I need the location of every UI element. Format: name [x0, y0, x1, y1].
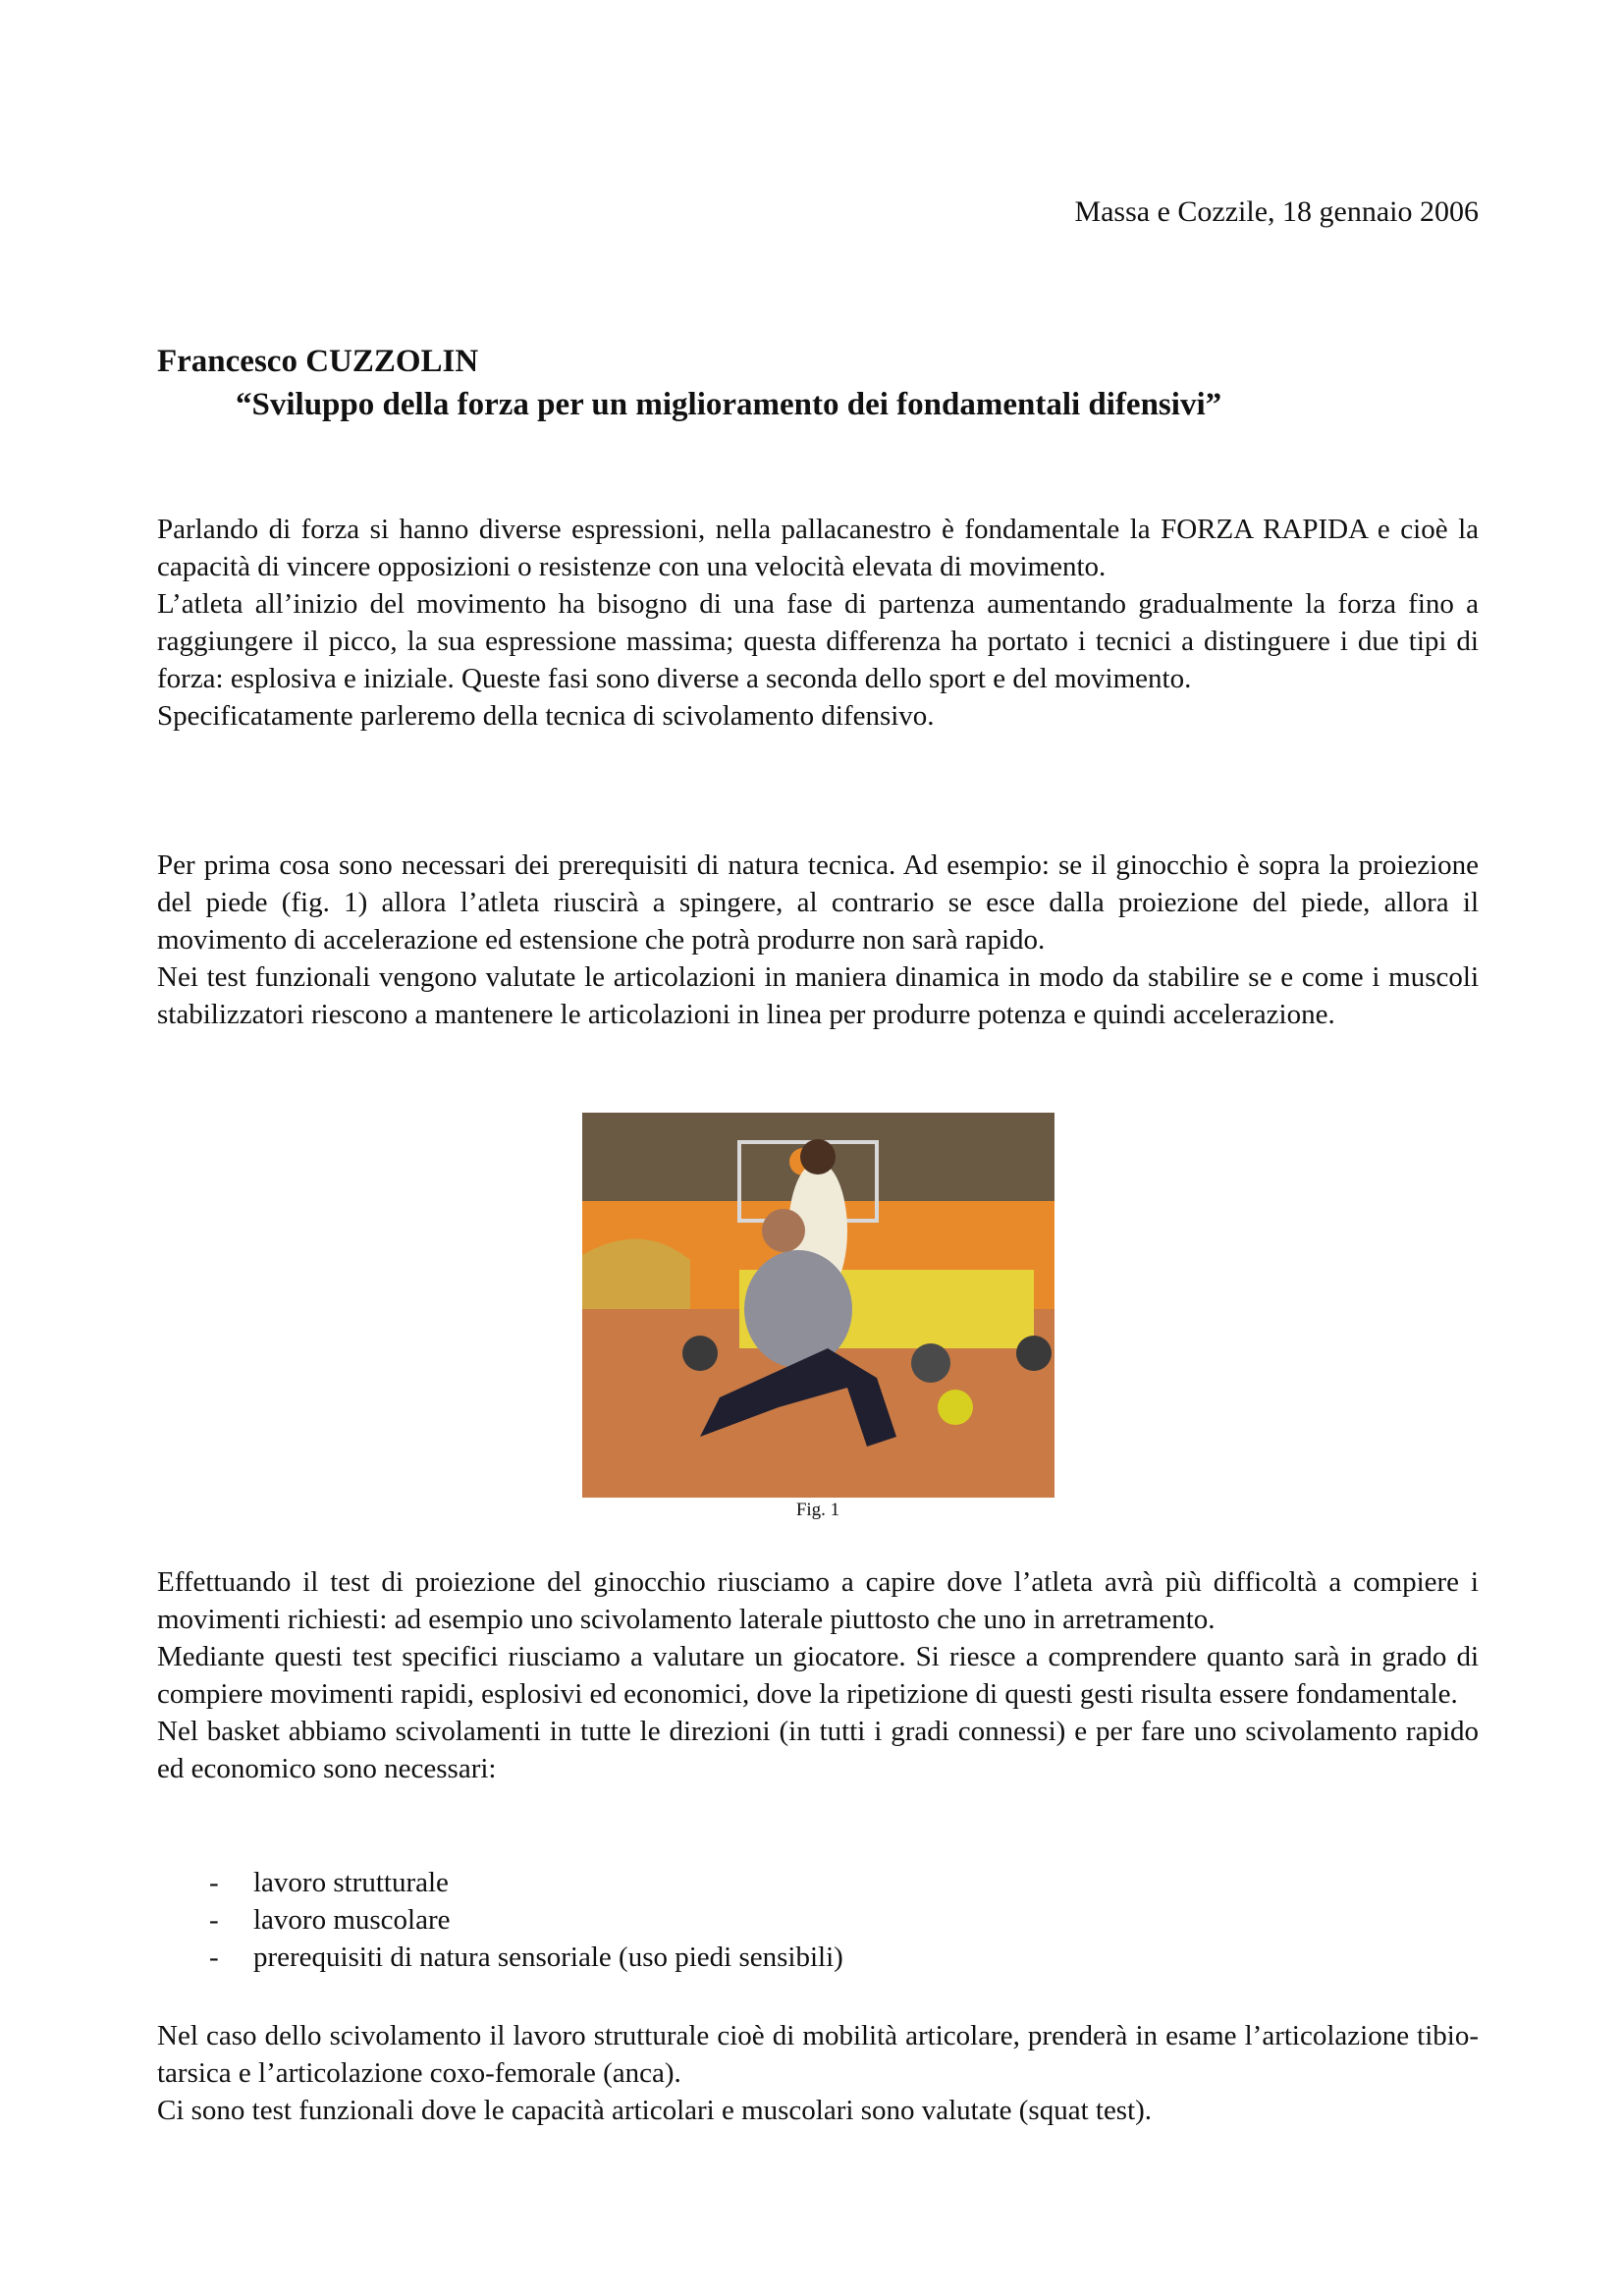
figure-caption: Fig. 1: [795, 1500, 840, 1520]
figure-photo: [582, 1113, 1054, 1498]
paragraph-line: Per prima cosa sono necessari dei prerequisiti di natura tecnica. Ad esempio: se il ginocchio è sopra la proiezione del piede (fig. 1) allora l’atleta riuscirà a spingere, al contrario se esce dalla proiezione del piede, allora il movimento di accelerazione ed estensione che potrà produrre non sarà rapido.: [157, 849, 1479, 956]
requirements-list: [209, 1864, 843, 1976]
document-date: Massa e Cozzile, 18 gennaio 2006: [1074, 195, 1479, 228]
paragraph-test: [157, 1563, 1479, 1787]
list-item: [209, 1901, 843, 1939]
paragraph-line: Effettuando il test di proiezione del ginocchio riusciamo a capire dove l’atleta avrà più difficoltà a compiere i movimenti richiesti: ad esempio uno scivolamento laterale piuttosto che uno in arretramento.: [157, 1566, 1479, 1635]
list-item-text: lavoro muscolare: [253, 1904, 451, 1936]
list-item-text: lavoro strutturale: [253, 1867, 449, 1898]
basketball-court-photo: [582, 1113, 1054, 1498]
document-author: Francesco CUZZOLIN: [157, 344, 479, 379]
document-title: “Sviluppo della forza per un miglioramento dei fondamentali difensivi”: [236, 387, 1222, 422]
paragraph-intro: [157, 511, 1479, 735]
paragraph-line: Parlando di forza si hanno diverse espressioni, nella pallacanestro è fondamentale la FORZA RAPIDA e cioè la capacità di vincere opposizioni o resistenze con una velocità elevata di movimento.: [157, 514, 1479, 582]
list-item: [209, 1939, 843, 1976]
list-item: [209, 1864, 843, 1901]
paragraph-line: L’atleta all’inizio del movimento ha bisogno di una fase di partenza aumentando gradualmente la forza fino a raggiungere il picco, la sua espressione massima; questa differenza ha portato i tecnici a distinguere i due tipi di forza: esplosiva e iniziale. Queste fasi sono diverse a seconda dello sport e del movimento.: [157, 588, 1479, 694]
list-bullet: -: [209, 1941, 219, 1973]
list-bullet: -: [209, 1904, 219, 1936]
paragraph-line: Nei test funzionali vengono valutate le articolazioni in maniera dinamica in modo da stabilire se e come i muscoli stabilizzatori riescono a mantenere le articolazioni in linea per produrre potenza e quindi accelerazione.: [157, 961, 1479, 1030]
paragraph-line: Nel basket abbiamo scivolamenti in tutte le direzioni (in tutti i gradi connessi) e per fare uno scivolamento rapido ed economico sono necessari:: [157, 1716, 1479, 1784]
paragraph-line: Mediante questi test specifici riusciamo a valutare un giocatore. Si riesce a comprendere quanto sarà in grado di compiere movimenti rapidi, esplosivi ed economici, dove la ripetizione di questi gesti risulta essere fondamentale.: [157, 1641, 1479, 1710]
paragraph-line: Nel caso dello scivolamento il lavoro strutturale cioè di mobilità articolare, prenderà in esame l’articolazione tibio-tarsica e l’articolazione coxo-femorale (anca).: [157, 2020, 1479, 2089]
list-bullet: -: [209, 1867, 219, 1898]
paragraph-line: Ci sono test funzionali dove le capacità articolari e muscolari sono valutate (squat test).: [157, 2095, 1153, 2126]
list-item-text: prerequisiti di natura sensoriale (uso piedi sensibili): [253, 1941, 843, 1973]
paragraph-line: Specificatamente parleremo della tecnica di scivolamento difensivo.: [157, 700, 935, 732]
paragraph-closing: [157, 2017, 1479, 2129]
paragraph-prerequisites: [157, 847, 1479, 1033]
